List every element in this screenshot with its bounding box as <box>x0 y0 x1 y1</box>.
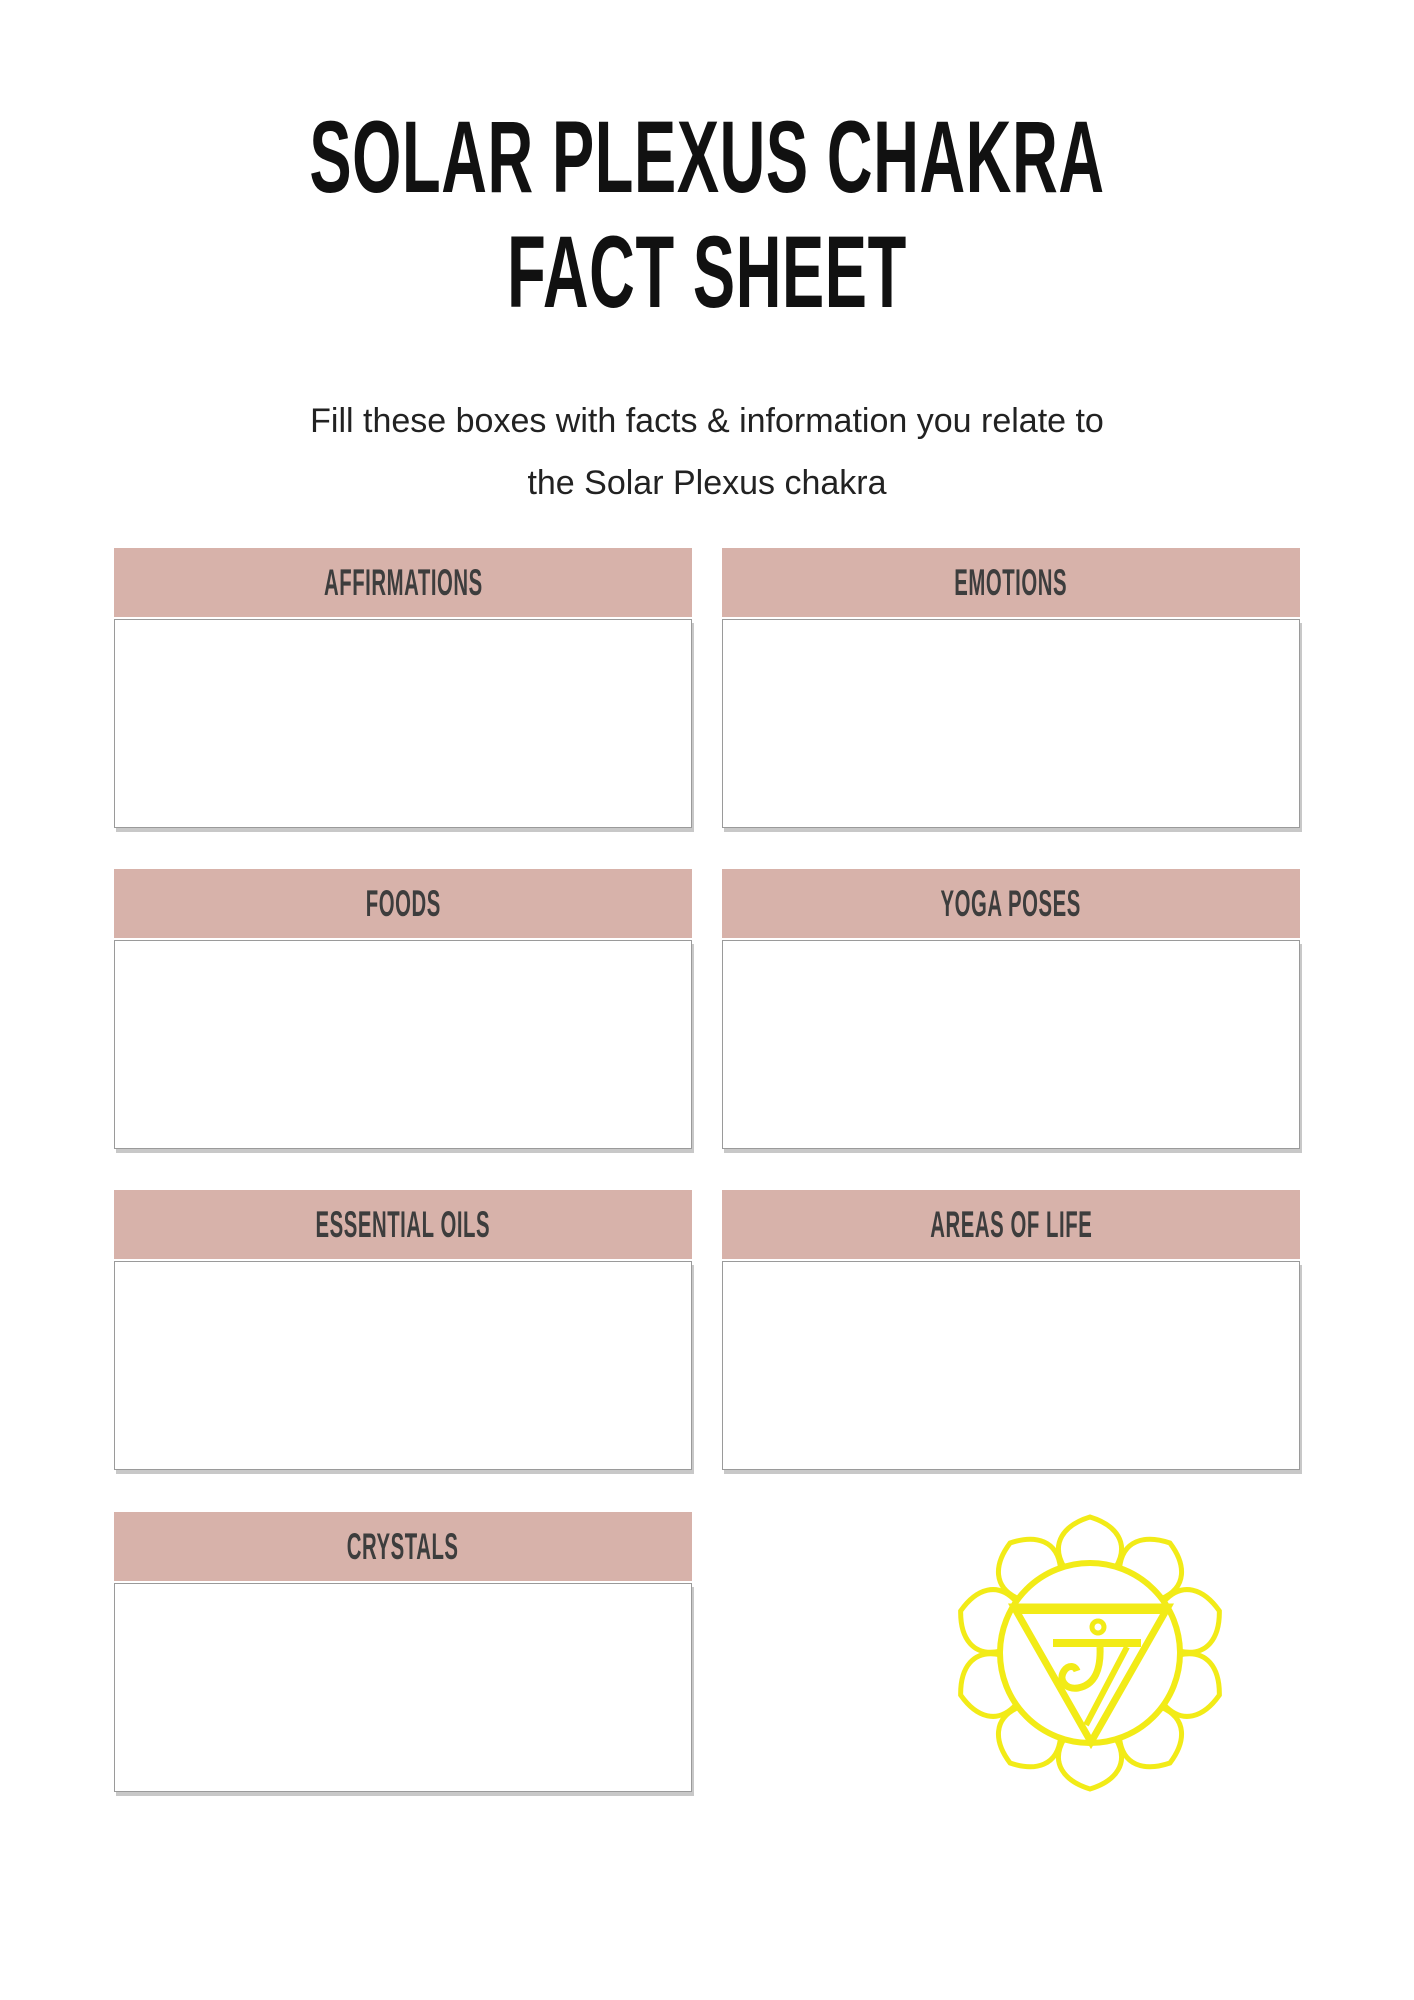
fact-box-label: EMOTIONS <box>954 561 1068 603</box>
emotions-input-area[interactable] <box>722 619 1300 828</box>
page-title-line-1: SOLAR PLEXUS CHAKRA <box>309 100 1105 214</box>
solar-plexus-chakra-icon <box>940 1503 1240 1803</box>
fact-box-label: AFFIRMATIONS <box>323 561 483 603</box>
crystals-input-area[interactable] <box>114 1583 692 1792</box>
page-subtitle <box>0 390 1414 514</box>
fact-box-header <box>114 869 692 938</box>
fact-box-header <box>722 1190 1300 1259</box>
fact-box-foods <box>114 869 692 1149</box>
fact-box-label: ESSENTIAL OILS <box>315 1203 491 1245</box>
affirmations-input-area[interactable] <box>114 619 692 828</box>
fact-box-yoga-poses <box>722 869 1300 1149</box>
fact-box-header <box>722 869 1300 938</box>
page-title-line-2: FACT SHEET <box>507 215 907 329</box>
fact-box-label: CRYSTALS <box>347 1525 459 1567</box>
fact-box-areas-of-life <box>722 1190 1300 1470</box>
fact-box-label: AREAS OF LIFE <box>929 1203 1093 1245</box>
page-subtitle-line-2: the Solar Plexus chakra <box>527 464 887 502</box>
fact-box-essential-oils <box>114 1190 692 1470</box>
fact-box-header <box>114 1512 692 1581</box>
foods-input-area[interactable] <box>114 940 692 1149</box>
essential-oils-input-area[interactable] <box>114 1261 692 1470</box>
fact-box-affirmations <box>114 548 692 828</box>
fact-box-crystals <box>114 1512 692 1792</box>
yoga-poses-input-area[interactable] <box>722 940 1300 1149</box>
page-title <box>0 100 1414 330</box>
page-subtitle-line-1: Fill these boxes with facts & information you relate to <box>310 402 1104 440</box>
fact-box-header <box>114 548 692 617</box>
fact-box-header <box>722 548 1300 617</box>
fact-box-label: FOODS <box>365 882 441 924</box>
areas-of-life-input-area[interactable] <box>722 1261 1300 1470</box>
fact-box-emotions <box>722 548 1300 828</box>
fact-box-header <box>114 1190 692 1259</box>
fact-box-label: YOGA POSES <box>940 882 1082 924</box>
